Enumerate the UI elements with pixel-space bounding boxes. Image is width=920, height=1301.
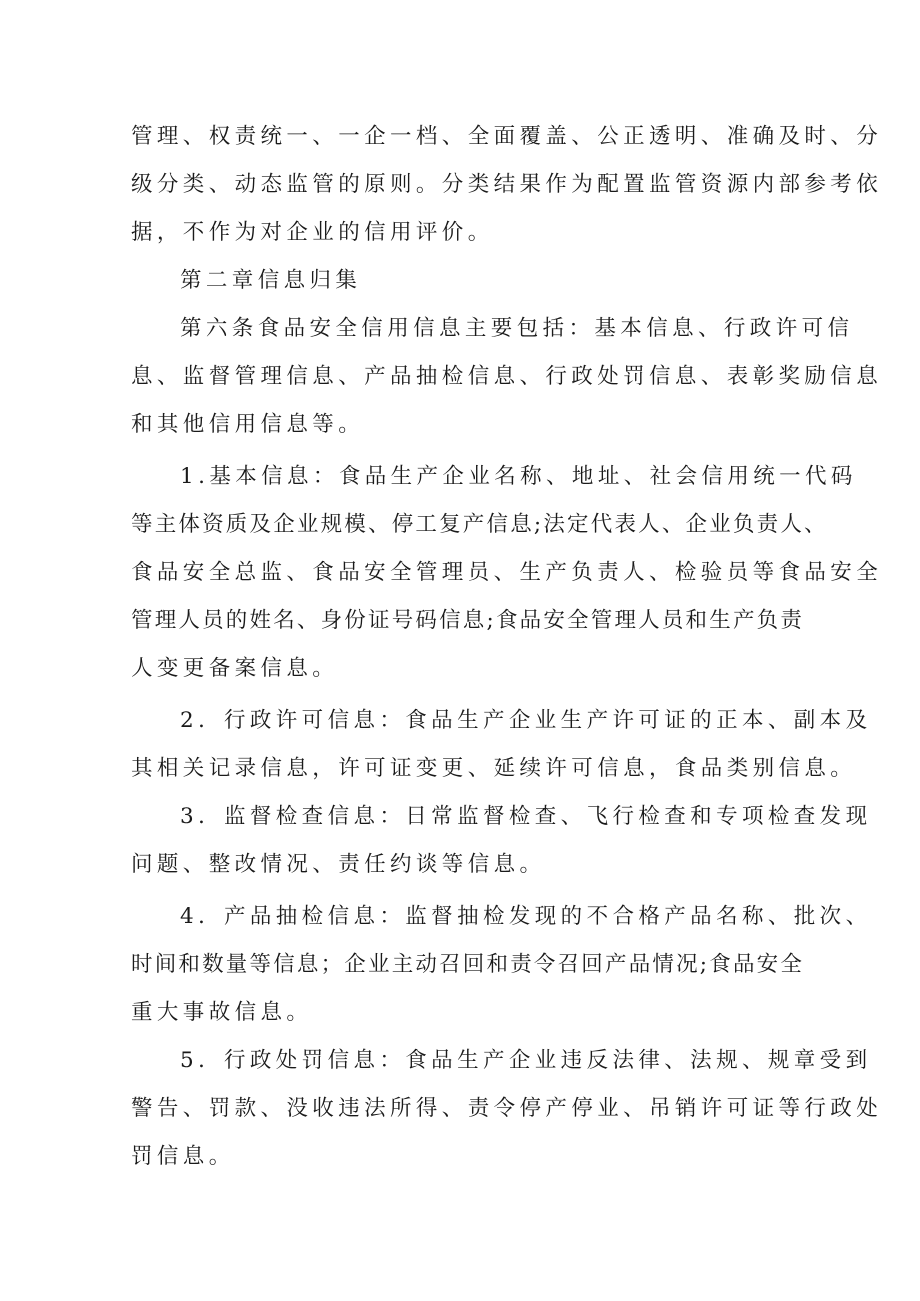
text-line: 罚信息。 <box>131 1144 235 1169</box>
text-line: 重大事故信息。 <box>131 1000 313 1025</box>
text-line: 息、监督管理信息、产品抽检信息、行政处罚信息、表彰奖励信息 <box>131 364 883 389</box>
chapter-heading: 第二章信息归集 <box>180 268 362 293</box>
text-line: 据，不作为对企业的信用评价。 <box>131 220 494 245</box>
text-line: 3．监督检查信息：日常监督检查、飞行检查和专项检查发现 <box>180 804 872 829</box>
text-line: 人变更备案信息。 <box>131 656 339 681</box>
text-line: 级分类、动态监管的原则。分类结果作为配置监管资源内部参考依 <box>131 172 883 197</box>
text-line: 等主体资质及企业规模、停工复产信息;法定代表人、企业负责人、 <box>131 512 828 537</box>
text-line: 和其他信用信息等。 <box>131 412 365 437</box>
text-line: 管理、权责统一、一企一档、全面覆盖、公正透明、准确及时、分 <box>131 124 883 149</box>
text-line: 管理人员的姓名、身份证号码信息;食品安全管理人员和生产负责 <box>131 608 805 633</box>
text-line: 5．行政处罚信息：食品生产企业违反法律、法规、规章受到 <box>180 1048 872 1073</box>
text-line: 警告、罚款、没收违法所得、责令停产停业、吊销许可证等行政处 <box>131 1096 883 1121</box>
text-line: 第六条食品安全信用信息主要包括：基本信息、行政许可信 <box>180 316 854 341</box>
text-line: 食品安全总监、食品安全管理员、生产负责人、检验员等食品安全 <box>131 560 883 585</box>
text-line: 时间和数量等信息；企业主动召回和责令召回产品情况;食品安全 <box>131 952 805 977</box>
text-line: 1.基本信息：食品生产企业名称、地址、社会信用统一代码 <box>180 464 857 489</box>
text-line: 问题、整改情况、责任约谈等信息。 <box>131 852 546 877</box>
text-line: 2．行政许可信息：食品生产企业生产许可证的正本、副本及 <box>180 708 872 733</box>
text-line: 其相关记录信息，许可证变更、延续许可信息，食品类别信息。 <box>131 756 857 781</box>
text-line: 4．产品抽检信息：监督抽检发现的不合格产品名称、批次、 <box>180 904 872 929</box>
